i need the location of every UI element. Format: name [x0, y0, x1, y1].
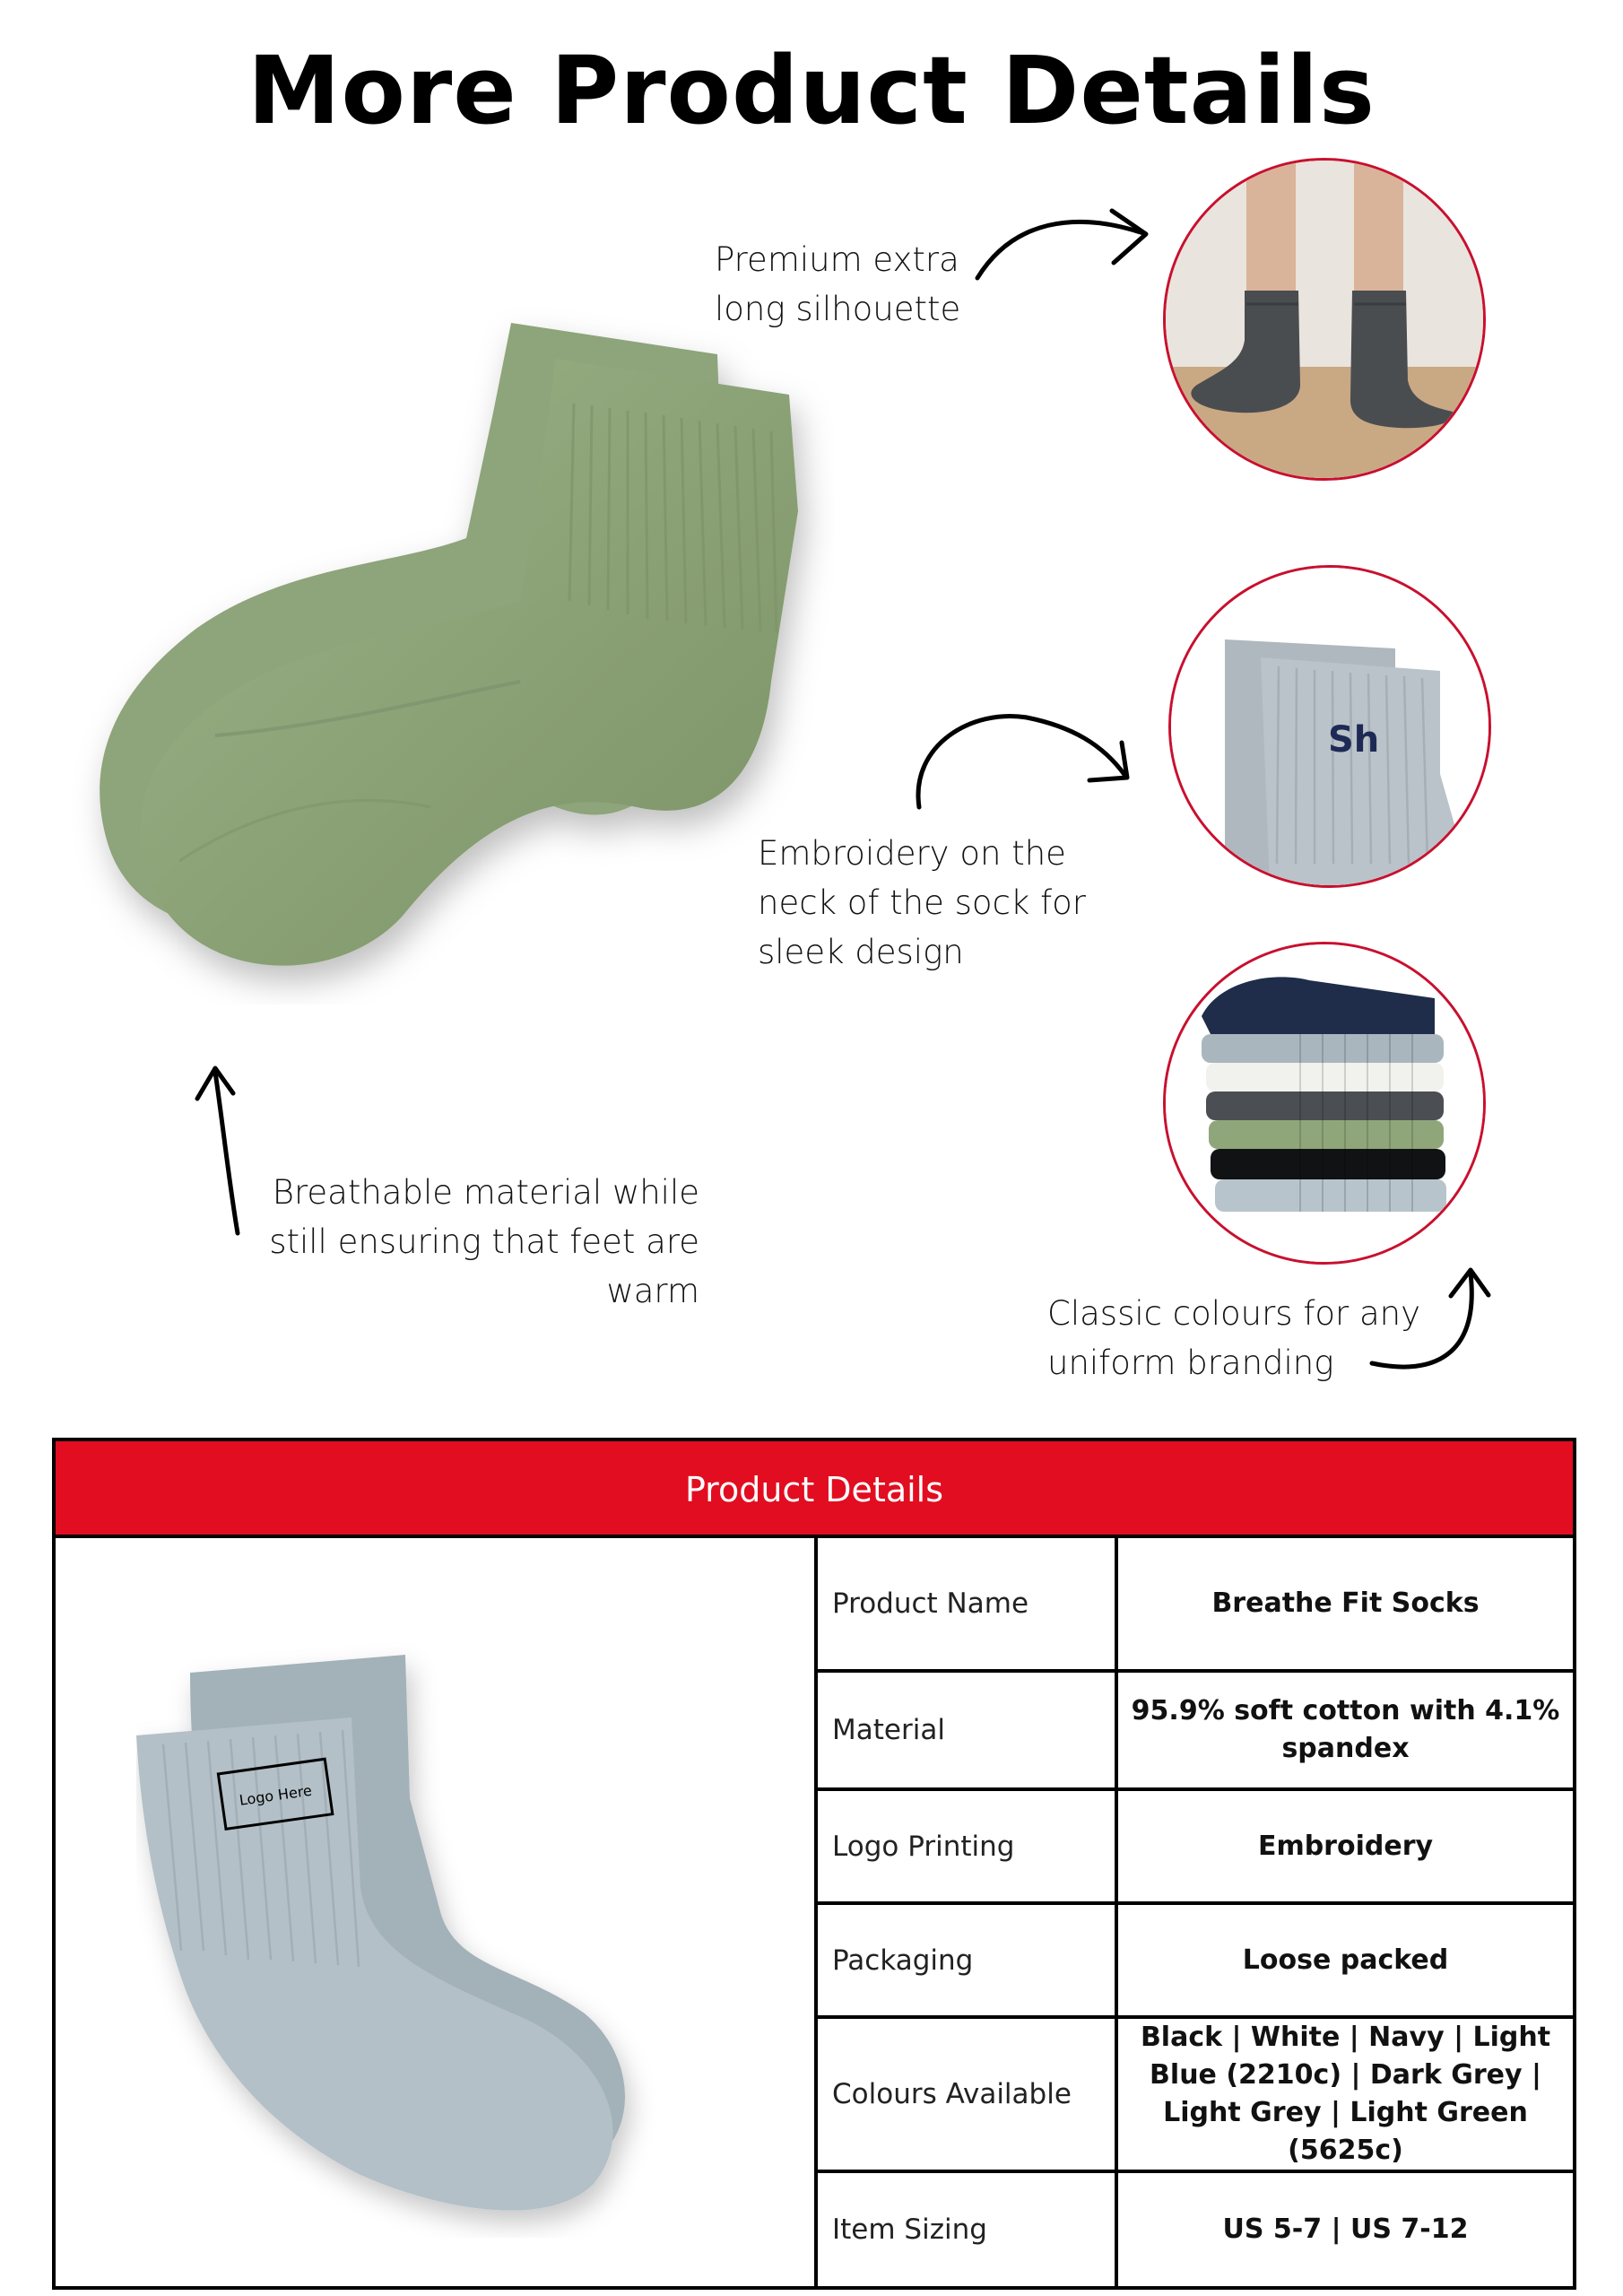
table-row: [818, 2173, 1573, 2286]
table-row: [818, 1791, 1573, 1905]
row-label: Item Sizing: [818, 2173, 1118, 2286]
row-value: 95.9% soft cotton with 4.1% spandex: [1131, 1695, 1560, 1764]
arrow-right-icon: [968, 193, 1166, 291]
callout-silhouette: Premium extra long silhouette: [715, 240, 961, 328]
embroidery-mark: Sh: [1328, 719, 1380, 761]
table-row: [818, 1538, 1573, 1673]
row-value: Loose packed: [1242, 1944, 1449, 1976]
callout-embroidery: Embroidery on the neck of the sock for sleek design: [758, 834, 1086, 971]
product-details-table: [52, 1438, 1576, 2290]
table-header: Product Details: [56, 1441, 1573, 1538]
circle-colours-image: [1163, 942, 1486, 1265]
light-blue-sock-image: [136, 1592, 764, 2238]
table-row: [818, 1905, 1573, 2019]
circle-embroidery-image: [1168, 565, 1491, 888]
row-value: Breathe Fit Socks: [1211, 1587, 1480, 1619]
row-label: Material: [818, 1673, 1118, 1787]
row-value: US 5-7 | US 7-12: [1222, 2213, 1469, 2245]
callout-breathable: Breathable material while still ensuring that feet are warm: [269, 1173, 699, 1310]
logo-placeholder: Logo Here: [238, 1781, 313, 1809]
row-value: Embroidery: [1257, 1830, 1434, 1862]
row-label: Logo Printing: [818, 1791, 1118, 1901]
table-row: [818, 2019, 1573, 2173]
row-label: Product Name: [818, 1538, 1118, 1669]
table-row: [818, 1673, 1573, 1791]
row-value: Black | White | Navy | Light Blue (2210c) | Dark Grey | Light Grey | Light Green (5625c): [1140, 2022, 1551, 2166]
row-label: Colours Available: [818, 2019, 1118, 2170]
circle-feet-image: [1163, 158, 1486, 481]
details-rows: [818, 1538, 1573, 2286]
callout-colours: Classic colours for any uniform branding: [1047, 1294, 1420, 1382]
arrow-loop-icon: [1363, 1256, 1506, 1381]
product-image-cell: [56, 1538, 818, 2286]
arrow-curve-icon: [901, 691, 1143, 816]
row-label: Packaging: [818, 1905, 1118, 2015]
green-sock-image: [54, 305, 834, 1004]
page-title: More Product Details: [247, 36, 1376, 145]
